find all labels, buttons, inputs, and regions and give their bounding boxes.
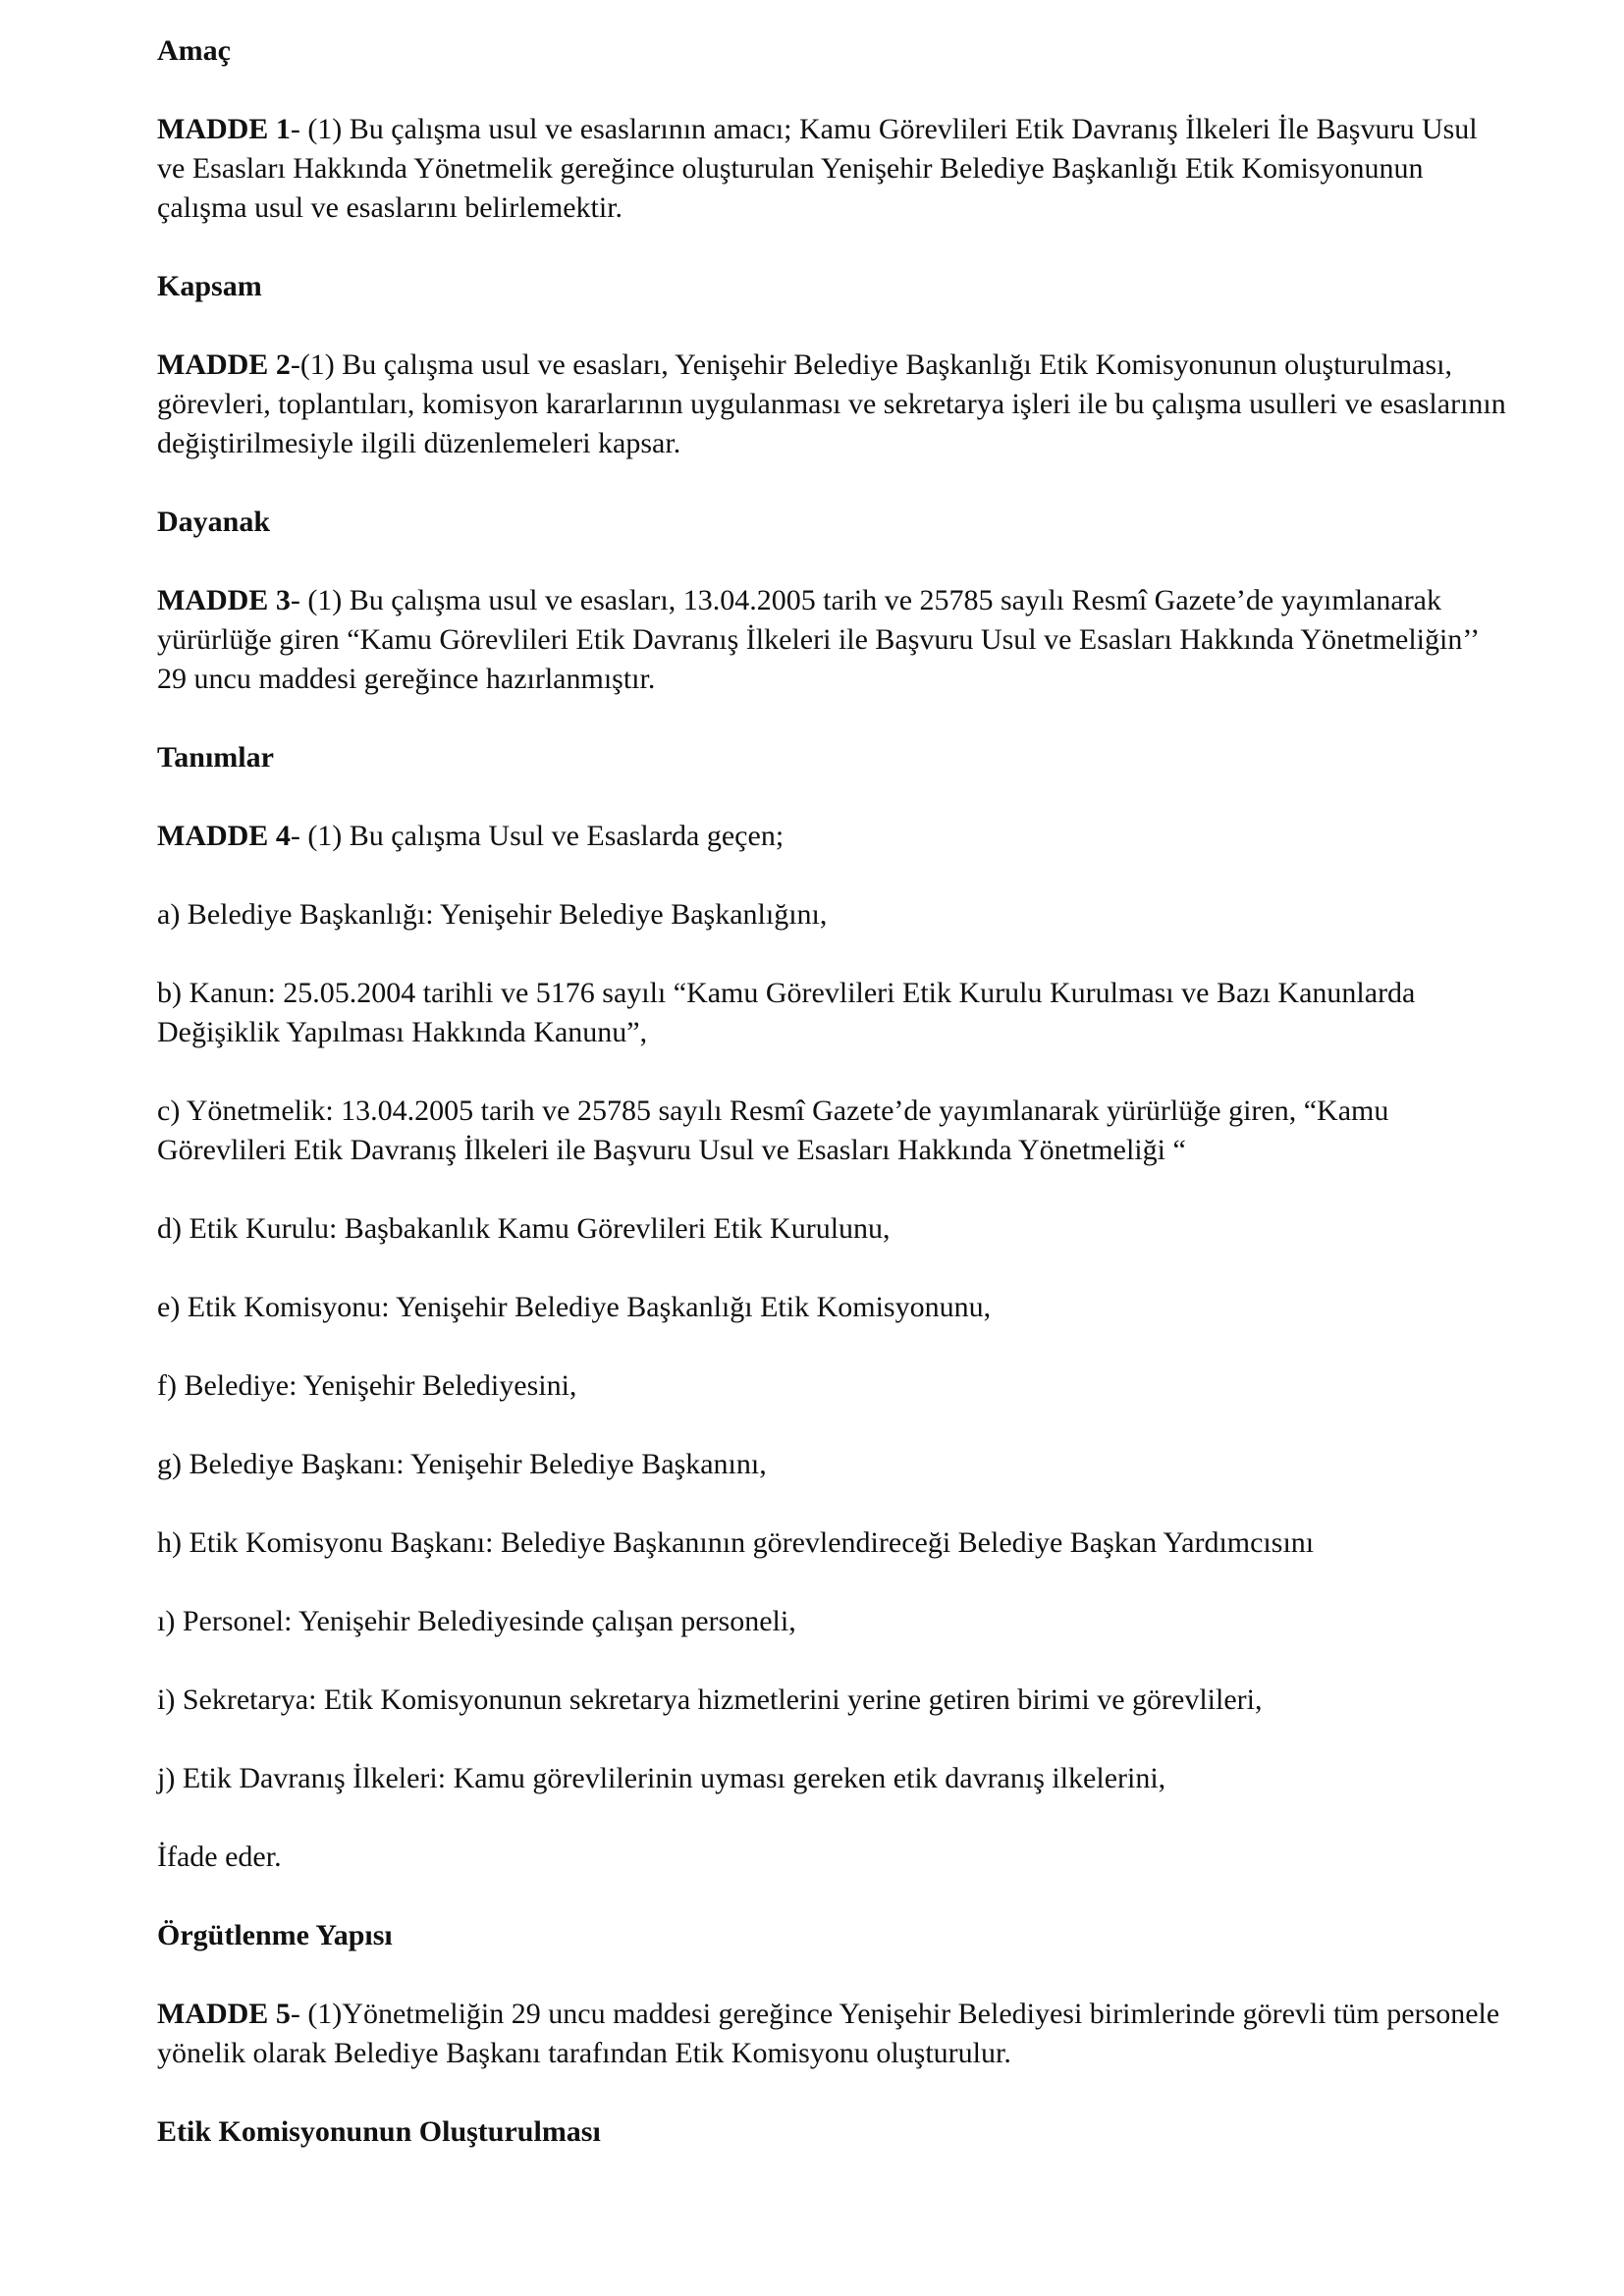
document-page (157, 31, 1512, 2191)
madde-label: MADDE 1 (157, 113, 291, 145)
definition-item: b) Kanun: 25.05.2004 tarihli ve 5176 sayılı “Kamu Görevlileri Etik Kurulu Kurulması ve Bazı Kanunlarda Değişiklik Yapılması Hakkında Kanunu”, (157, 977, 1416, 1048)
section-tanimlar (157, 738, 1512, 1877)
definition-item: e) Etik Komisyonu: Yenişehir Belediye Başkanlığı Etik Komisyonunu, (157, 1291, 992, 1323)
section-kapsam (157, 267, 1512, 463)
madde-text: -(1) Bu çalışma usul ve esasları, Yenişehir Belediye Başkanlığı Etik Komisyonunun oluşturulması, görevleri, toplantıları, komisyon kararlarının uygulanması ve sekretarya işleri ile bu çalışma usulleri ve esaslarının değiştirilmesiyle ilgili düzenlemeleri kapsar. (157, 348, 1506, 459)
madde-label: MADDE 3 (157, 584, 291, 616)
madde-5-paragraph (157, 1995, 1512, 2073)
madde-4-paragraph (157, 817, 1512, 856)
section-orgutlenme (157, 1916, 1512, 2073)
madde-text: - (1) Bu çalışma usul ve esaslarının amacı; Kamu Görevlileri Etik Davranış İlkeleri İle Başvuru Usul ve Esasları Hakkında Yönetmelik gereğince oluşturulan Yenişehir Belediye Başkanlığı Etik Komisyonunun çalışma usul ve esaslarını belirlemektir. (157, 113, 1478, 224)
definitions-closing: İfade eder. (157, 1841, 282, 1873)
madde-text: - (1) Bu çalışma usul ve esasları, 13.04.2005 tarih ve 25785 sayılı Resmî Gazete’de yayımlanarak yürürlüğe giren “Kamu Görevlileri Etik Davranış İlkeleri ile Başvuru Usul ve Esasları Hakkında Yönetmeliğin’’ 29 uncu maddesi gereğince hazırlanmıştır. (157, 584, 1478, 695)
madde-text: - (1) Bu çalışma Usul ve Esaslarda geçen; (290, 820, 785, 852)
madde-label: MADDE 4 (157, 820, 291, 852)
definition-item: d) Etik Kurulu: Başbakanlık Kamu Görevlileri Etik Kurulunu, (157, 1212, 891, 1245)
madde-2-paragraph (157, 346, 1512, 463)
section-amac (157, 31, 1512, 228)
section-heading: Tanımlar (157, 741, 274, 774)
section-heading: Örgütlenme Yapısı (157, 1919, 393, 1951)
section-olusturulma (157, 2112, 1512, 2152)
definition-item: f) Belediye: Yenişehir Belediyesini, (157, 1369, 577, 1402)
definition-item: c) Yönetmelik: 13.04.2005 tarih ve 25785 sayılı Resmî Gazete’de yayımlanarak yürürlüğe giren, “Kamu Görevlileri Etik Davranış İlkeleri ile Başvuru Usul ve Esasları Hakkında Yönetmeliği “ (157, 1095, 1389, 1166)
madde-1-paragraph (157, 110, 1512, 228)
madde-label: MADDE 2 (157, 348, 291, 381)
definition-item: i) Sekretarya: Etik Komisyonunun sekretarya hizmetlerini yerine getiren birimi ve görevlileri, (157, 1683, 1263, 1716)
definitions-list (157, 895, 1512, 1798)
definition-item: a) Belediye Başkanlığı: Yenişehir Belediye Başkanlığını, (157, 898, 828, 931)
section-heading: Amaç (157, 34, 231, 67)
section-heading: Kapsam (157, 270, 262, 302)
section-dayanak (157, 503, 1512, 699)
section-heading: Dayanak (157, 506, 271, 538)
definition-item: ı) Personel: Yenişehir Belediyesinde çalışan personeli, (157, 1605, 796, 1637)
section-heading: Etik Komisyonunun Oluşturulması (157, 2115, 601, 2148)
definition-item: h) Etik Komisyonu Başkanı: Belediye Başkanının görevlendireceği Belediye Başkan Yardımcısını (157, 1526, 1315, 1559)
madde-3-paragraph (157, 581, 1512, 699)
definition-item: j) Etik Davranış İlkeleri: Kamu görevlilerinin uyması gereken etik davranış ilkelerini, (157, 1762, 1166, 1794)
madde-text: - (1)Yönetmeliğin 29 uncu maddesi gereğince Yenişehir Belediyesi birimlerinde görevli tüm personele yönelik olarak Belediye Başkanı tarafından Etik Komisyonu oluşturulur. (157, 1998, 1500, 2069)
definition-item: g) Belediye Başkanı: Yenişehir Belediye Başkanını, (157, 1448, 767, 1480)
madde-label: MADDE 5 (157, 1998, 291, 2030)
